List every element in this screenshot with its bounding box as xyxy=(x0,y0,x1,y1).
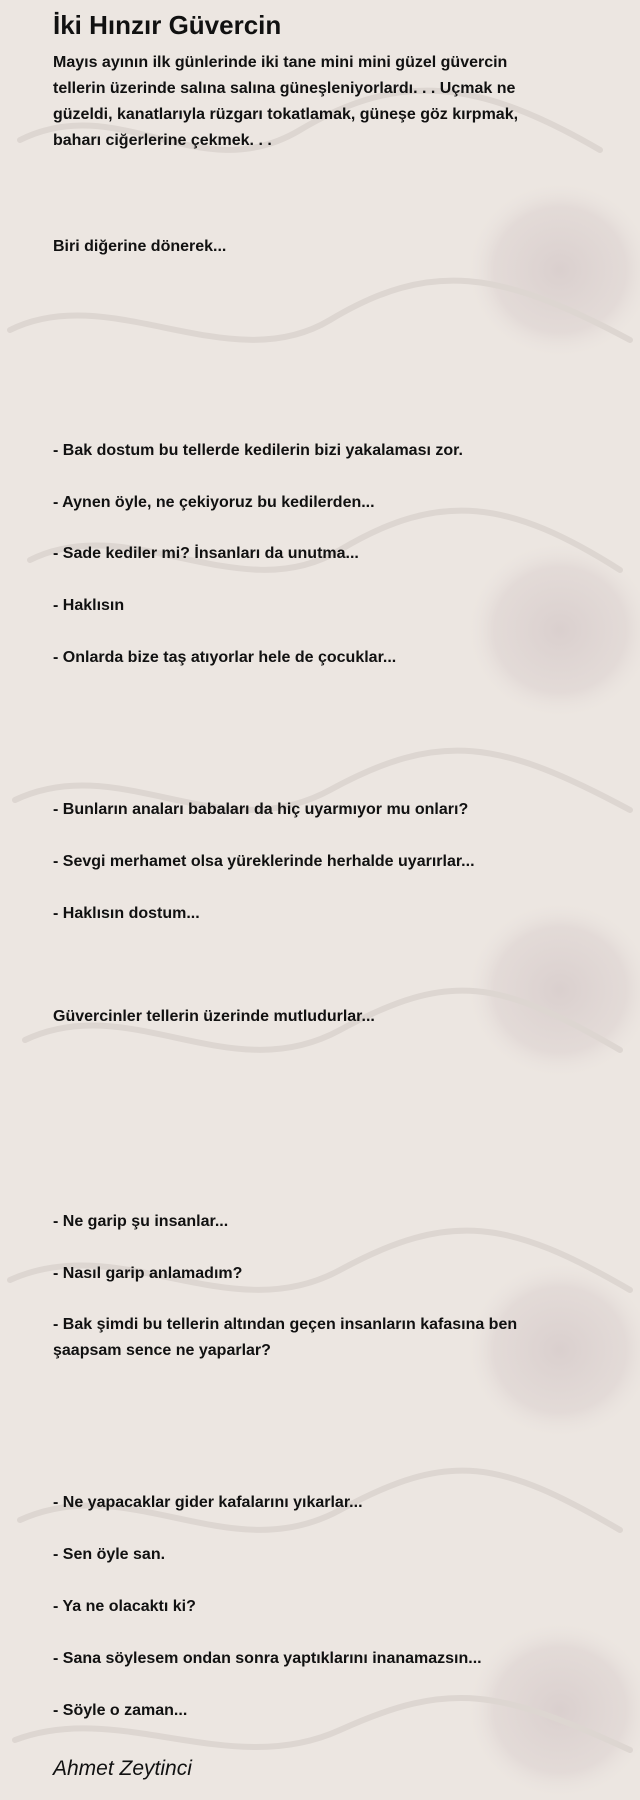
poem-line: - Bak şimdi bu tellerin altından geçen insanların kafasına ben şaapsam sence ne yaparlar? xyxy=(53,1316,518,1359)
poem-line: - Haklısın xyxy=(53,597,125,614)
poem-line: Güvercinler tellerin üzerinde mutludurlar... xyxy=(53,1008,375,1025)
poem-line: - Söyle o zaman... xyxy=(53,1702,188,1719)
poem-line: - Haklısın dostum... xyxy=(53,905,200,922)
poem-line: - Sade kediler mi? İnsanları da unutma... xyxy=(53,545,359,562)
poem-line: - Sen öyle san. xyxy=(53,1546,166,1563)
poem-line: - Ne yapacaklar gider kafalarını yıkarlar... xyxy=(53,1494,363,1511)
poem-line: Biri diğerine dönerek... xyxy=(53,238,227,255)
poem-line: - Aynen öyle, ne çekiyoruz bu kedilerden... xyxy=(53,494,375,511)
poem-paragraph-intro: Mayıs ayının ilk günlerinde iki tane mini mini güzel güvercin tellerin üzerinde salına salına güneşleniyorlardı. . . Uçmak ne güzeldi, kanatlarıyla rüzgarı tokatlamak, güneşe göz kırpmak, baharı ciğerlerine çekmek. . . xyxy=(53,54,519,149)
poem-line: - Ya ne olacaktı ki? xyxy=(53,1598,196,1615)
poem-line: - Bunların anaları babaları da hiç uyarmıyor mu onları? xyxy=(53,801,469,818)
poem-author: Ahmet Zeytinci xyxy=(53,1757,192,1780)
poem-line: - Nasıl garip anlamadım? xyxy=(53,1265,243,1282)
poem-line: - Sana söylesem ondan sonra yaptıklarını inanamazsın... xyxy=(53,1650,482,1667)
poem-line: - Bak dostum bu tellerde kedilerin bizi yakalaması zor. xyxy=(53,442,463,459)
poem-title: İki Hınzır Güvercin xyxy=(53,10,282,40)
poem-line: - Ne garip şu insanlar... xyxy=(53,1213,229,1230)
ink-blot-decoration xyxy=(465,180,640,1800)
poem-line: - Sevgi merhamet olsa yüreklerinde herhalde uyarırlar... xyxy=(53,853,475,870)
poem-line: - Onlarda bize taş atıyorlar hele de çocuklar... xyxy=(53,649,397,666)
